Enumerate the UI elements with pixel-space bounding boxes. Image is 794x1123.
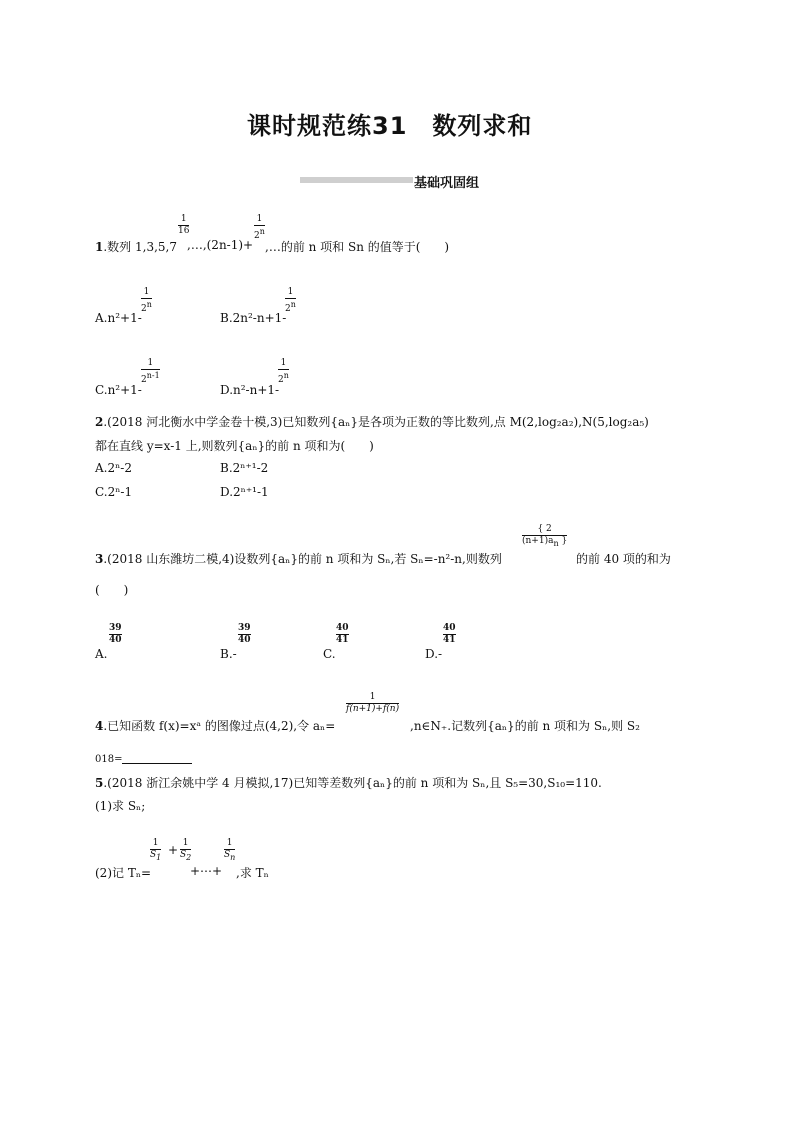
q5-plus: +	[168, 843, 179, 857]
q5-part2-prefix: (2)记 Tₙ=	[95, 866, 152, 880]
q4-frac: 1 f(n+1)+f(n)	[346, 692, 400, 714]
q4-line2	[95, 754, 192, 765]
q3-stem-prefix: .(2018 山东潍坊二模,4)设数列{aₙ}的前 n 项和为 Sₙ,若 Sₙ=-n²-n,则数列	[103, 552, 502, 566]
q1-stem-mid: ,…,(2n-1)+	[187, 238, 254, 252]
q1-option-a-frac: 1 2$^n$	[141, 287, 152, 314]
q3-stem-suffix: 的前 40 项的和为	[576, 552, 671, 566]
q5-frac-s2: 1 $S_2$	[180, 838, 192, 862]
q3-option-b: B.-	[220, 647, 237, 661]
q4-answer-blank[interactable]	[122, 763, 192, 764]
q2-option-c: C.2ⁿ-1	[95, 485, 133, 499]
question-number: 3	[95, 552, 104, 566]
q4-answer-label: 018=	[95, 754, 123, 765]
q4-stem-prefix: .已知函数 f(x)=xᵃ 的图像过点(4,2),令 aₙ=	[103, 719, 336, 733]
q5-part2-mid: +⋯+	[190, 864, 223, 878]
question-1-stem	[95, 238, 177, 255]
q1-frac-1-2n: 1 2$^n$	[254, 214, 265, 241]
q1-option-c: C.n²+1-	[95, 383, 142, 397]
q3-option-b-frac: 39 40	[238, 623, 251, 645]
q5-part1: (1)求 Sₙ;	[95, 799, 146, 813]
q1-frac-1-16: 1 16	[178, 214, 190, 236]
q1-option-d: D.n²-n+1-	[220, 383, 280, 397]
q5-frac-sn: 1 $S_n$	[224, 838, 236, 862]
q2-line2: 都在直线 y=x-1 上,则数列{aₙ}的前 n 项和为( )	[95, 439, 374, 453]
question-number: 1	[95, 240, 104, 254]
q3-paren: ( )	[95, 583, 129, 597]
q2-line1: .(2018 河北衡水中学金卷十模,3)已知数列{aₙ}是各项为正数的等比数列,点 M(2,log₂a₂),N(5,log₂a₅)	[103, 415, 649, 429]
q2-option-d: D.2ⁿ⁺¹-1	[220, 485, 269, 499]
q1-option-c-frac: 1 2$^{n-1}$	[141, 358, 160, 385]
section-title: 基础巩固组	[414, 176, 480, 191]
q3-option-c: C.	[323, 647, 336, 661]
q1-option-d-frac: 1 2$^n$	[278, 358, 289, 385]
q1-option-b: B.2n²-n+1-	[220, 311, 287, 325]
question-number: 2	[95, 415, 104, 429]
question-5-line1	[95, 774, 602, 791]
section-bar	[300, 177, 413, 183]
q1-option-a: A.n²+1-	[95, 311, 142, 325]
q5-part2-suffix: ,求 Tₙ	[236, 866, 269, 880]
q2-option-a: A.2ⁿ-2	[95, 461, 132, 475]
page-title: 课时规范练31 数列求和	[247, 112, 533, 140]
q3-option-d-frac: 40 41	[443, 623, 456, 645]
q1-stem-prefix: .数列 1,3,5,7	[103, 240, 177, 254]
q1-stem-suffix: ,…的前 n 项和 Sn 的值等于( )	[265, 240, 450, 254]
q2-option-b: B.2ⁿ⁺¹-2	[220, 461, 269, 475]
q3-option-c-frac: 40 41	[336, 623, 349, 645]
q5-line1: .(2018 浙江余姚中学 4 月模拟,17)已知等差数列{aₙ}的前 n 项和为 Sₙ,且 S₅=30,S₁₀=110.	[103, 776, 602, 790]
q3-option-a-frac: 39 40	[109, 623, 122, 645]
q5-frac-s1: 1 $S_1$	[150, 838, 162, 862]
question-2-line1	[95, 413, 649, 430]
question-4-stem	[95, 717, 335, 734]
q3-option-a: A.	[95, 647, 108, 661]
q3-option-d: D.-	[425, 647, 443, 661]
question-number: 5	[95, 776, 104, 790]
q4-stem-suffix: ,n∈N₊.记数列{aₙ}的前 n 项和为 Sₙ,则 S₂	[410, 719, 640, 733]
question-3-stem	[95, 550, 502, 567]
q1-option-b-frac: 1 2$^n$	[285, 287, 296, 314]
q3-frac: { 2 $(n+1)a_n$ }	[522, 524, 568, 548]
question-number: 4	[95, 719, 104, 733]
